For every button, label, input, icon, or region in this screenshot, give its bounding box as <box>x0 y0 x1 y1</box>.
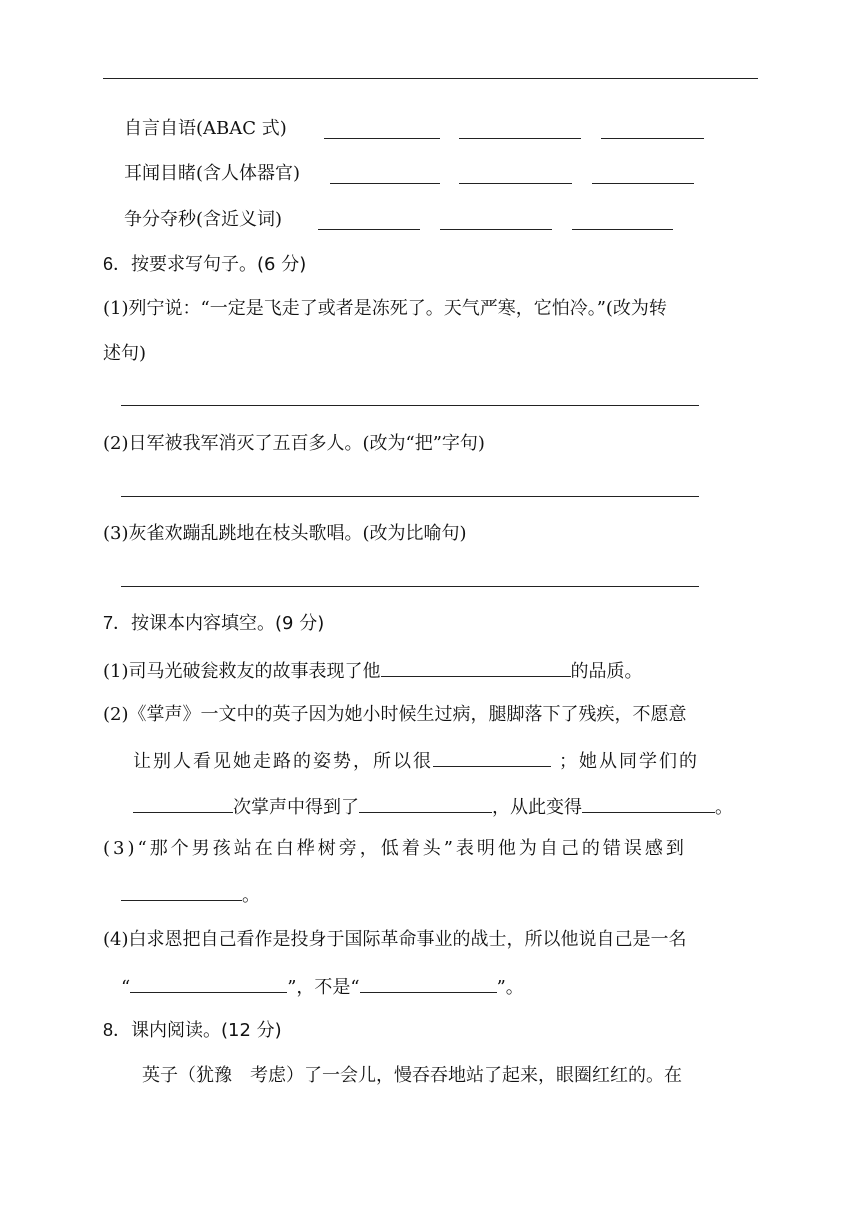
q7-item-2-text-f: 。 <box>715 797 733 818</box>
q6-answer-line-3[interactable] <box>121 586 699 587</box>
q6-item-1-text: (1)列宁说：“一定是飞走了或者是冻死了。天气严寒，它怕冷。”(改为转 <box>103 298 667 319</box>
q6-item-2 <box>103 431 485 457</box>
q7-item-2-text-c: ；她从同学们的 <box>559 751 699 772</box>
q7-item-2-text-d: 次掌声中得到了 <box>233 797 359 818</box>
q7-item-2-line-2 <box>133 746 699 775</box>
q8-title: 课内阅读。(12 分) <box>131 1020 282 1041</box>
q6-answer-line-2[interactable] <box>121 496 699 497</box>
idiom-row-3 <box>124 207 282 233</box>
q6-item-1-line-2 <box>103 341 146 367</box>
q6-item-3 <box>103 521 467 547</box>
idiom-2-blank-3[interactable] <box>592 183 694 184</box>
idiom-3-blank-1[interactable] <box>318 229 420 230</box>
q7-item-1 <box>103 656 643 685</box>
q7-item-2-blank-1[interactable] <box>433 746 551 767</box>
q7-item-4-blank-1[interactable] <box>130 972 287 993</box>
q6-title: 按要求写句子。(6 分) <box>131 254 307 275</box>
idiom-label: 争分夺秒(含近义词) <box>124 209 283 230</box>
q6-answer-line-1[interactable] <box>121 405 699 406</box>
q6-heading <box>103 251 306 278</box>
q7-item-2-blank-4[interactable] <box>582 792 715 813</box>
idiom-3-blank-2[interactable] <box>440 229 552 230</box>
q8-number: 8． <box>103 1020 132 1040</box>
q7-item-4-blank-2[interactable] <box>360 972 497 993</box>
idiom-2-blank-2[interactable] <box>459 183 572 184</box>
q6-number: 6． <box>103 254 132 274</box>
q7-item-1-text-a: (1)司马光破瓮救友的故事表现了他 <box>103 661 381 682</box>
q7-item-2-text: (2)《掌声》一文中的英子因为她小时候生过病，腿脚落下了残疾，不愿意 <box>103 704 687 725</box>
idiom-label: 自言自语(ABAC 式) <box>124 118 287 139</box>
q7-item-4-line-2 <box>121 972 524 1001</box>
q7-title: 按课本内容填空。(9 分) <box>131 613 325 634</box>
idiom-row-1 <box>124 116 287 142</box>
q7-item-3-blank[interactable] <box>121 880 242 901</box>
q7-item-4-text-mid: ”，不是“ <box>287 977 360 998</box>
q6-item-3-text: (3)灰雀欢蹦乱跳地在枝头歌唱。(改为比喻句) <box>103 523 467 544</box>
q7-item-2-blank-3[interactable] <box>359 792 492 813</box>
idiom-1-blank-3[interactable] <box>601 138 704 139</box>
idiom-1-blank-1[interactable] <box>324 138 440 139</box>
q7-item-4-quote-open: “ <box>121 977 131 998</box>
q8-heading <box>103 1017 282 1044</box>
idiom-1-blank-2[interactable] <box>459 138 581 139</box>
idiom-3-blank-3[interactable] <box>572 229 673 230</box>
q8-passage-line <box>142 1063 682 1089</box>
q7-item-1-text-b: 的品质。 <box>570 661 643 682</box>
q7-item-2-line-1 <box>103 702 687 728</box>
q7-item-3-line-2 <box>121 880 260 909</box>
q8-passage-text: 英子（犹豫 考虑）了一会儿，慢吞吞地站了起来，眼圈红红的。在 <box>142 1065 682 1086</box>
q7-item-2-text-b: 让别人看见她走路的姿势，所以很 <box>133 751 433 772</box>
idiom-label: 耳闻目睹(含人体器官) <box>124 163 301 184</box>
idiom-row-2 <box>124 161 300 187</box>
q6-item-1-line-1 <box>103 296 667 322</box>
q7-number: 7． <box>103 613 132 633</box>
q7-item-1-blank[interactable] <box>381 656 571 677</box>
q6-item-1-text-cont: 述句) <box>103 343 147 364</box>
top-rule <box>103 78 758 79</box>
q7-item-4-line-1 <box>103 927 687 953</box>
q7-item-4-text: (4)白求恩把自己看作是投身于国际革命事业的战士，所以他说自己是一名 <box>103 929 687 950</box>
q7-item-2-text-e: ，从此变得 <box>492 797 582 818</box>
q7-heading <box>103 610 324 637</box>
q7-item-2-blank-2[interactable] <box>133 792 233 813</box>
q7-item-3-period: 。 <box>242 885 260 906</box>
q6-item-2-text: (2)日军被我军消灭了五百多人。(改为“把”字句) <box>103 433 485 454</box>
q7-item-3-text: (3)“那个男孩站在白桦树旁，低着头”表明他为自己的错误感到 <box>103 838 687 859</box>
idiom-2-blank-1[interactable] <box>330 183 440 184</box>
q7-item-3-line-1 <box>103 836 687 862</box>
q7-item-2-line-3 <box>133 792 733 821</box>
q7-item-4-quote-close: ”。 <box>496 977 524 998</box>
